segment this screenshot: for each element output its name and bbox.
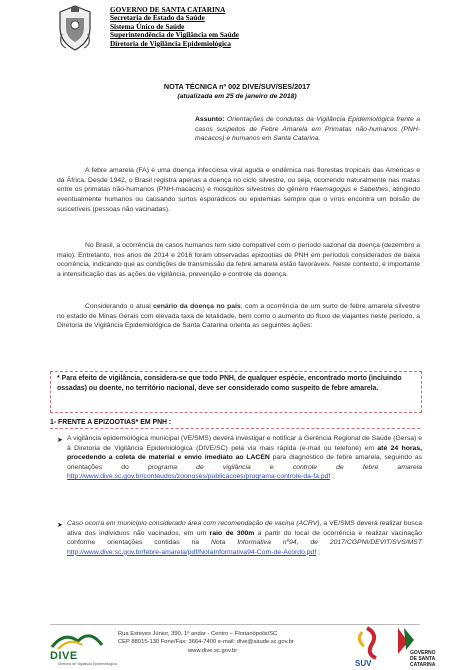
bullet-2-text-a: Caso ocorra em município considerado área com recomendação de vacina (ACRV) [67,520,320,527]
santa-catarina-coat-of-arms-icon [56,4,94,52]
paragraph-2-text: No Brasil, a ocorrência de casos humanos tem sido compatível com o período sazonal da doença (dezembro a maio). Entretanto, nos anos de 2014 e 2016 foram observadas epizootias de PNH em períodos considerados de baixa ocorrência, indicando que as condições de transmissão da febre amarela estão favoráveis. Neste contexto, é importante a intensificação das as ações de vigilância, prevenção e controle da doença. [57,242,420,279]
government-header [110,6,410,48]
bullet-2-text-b: , a VE/SMS deverá realizar busca ativa dos indivíduos não vacinados, em um [67,520,423,537]
header-line-3: Sistema Único de Saúde [110,21,185,31]
governo-sc-logo-icon [392,624,436,668]
suv-logo-text: SUV [355,659,372,668]
genus-sabethes: Sabethes [359,186,389,194]
paragraph-1-text-c: , atingindo eventualmente humanos ou causando surtos esporádicos ou epidemias sempre que o vírus encontra um bolsão de suscetíveis (pessoas não vacinadas). [57,186,420,213]
programa-controle-link[interactable]: http://www.dive.sc.gov.br/conteudos/zoonoses/publicacoes/programa-controle-da-fa.pdf [67,473,331,481]
paragraph-3-text-c: , com a ocorrência de um surto de febre amarela silvestre no estado de Minas Gerais com elevada taxa de letalidade, bem como o aumento do fluxo de viajantes neste período, a Diretoria de Vigilância Epidemiológica de Santa Catarina orienta as seguintes ações: [57,303,420,330]
bullet-1 [67,434,422,482]
section-1-title: 1- FRENTE A EPIZOOTIAS* EM PNH : [50,419,172,426]
suv-logo-icon [352,624,382,668]
bullet-1-text-c: para diagnóstico de febre amarela, seguindo as orientações do [67,454,422,471]
bullet-1-end: ; [330,473,334,481]
header-line-5: Diretoria de Vigilância Epidemiológica [110,38,231,48]
assunto-block [195,115,420,144]
header-line-1: GOVERNO DE SANTA CATARINA [110,5,226,14]
header-line-2: Secretaria de Estado da Saúde [110,13,205,23]
paragraph-3-emphasis: cenário da doença no país [153,303,241,310]
paragraph-3-text-a: Considerando o atual [85,303,154,310]
nota-informativa-link[interactable]: http://www.dive.sc.gov.br/febre-amarela/pdf/NotaInformativa94-Com-de-Acordo.pdf [67,548,317,556]
nota-tecnica-date: (atualizada em 25 de janeiro de 2018) [177,93,297,100]
dive-logo-text: DIVE [50,650,78,662]
paragraph-3 [57,302,420,331]
bullet-2-end: ; [316,548,320,556]
footer-address [118,630,328,655]
paragraph-1-text-b: e [351,186,360,194]
definition-box-text: * Para efeito de vigilância, considera-se que todo PNH, de qualquer espécie, encontrado morto (incluindo ossadas) ou doente, no território nacional, deve ser considerado como suspeito de febre amarela. [57,375,402,392]
section-divider [50,428,420,429]
footer-address-line-1: Rua Esteves Júnior, 390, 1º andar - Centro – Florianópolis/SC [118,631,278,637]
arrow-bullet-icon: ➤ [57,437,63,444]
bullet-1-text-a: A vigilância epidemiológica municipal (VE/SMS) deverá investigar e notificar a Gerência Regional de Saúde (Gersa) e à Diretoria de Vigilância Epidemiológica (DIVE/SC) pela via mais rápida (e-mail ou telefone) em [67,435,422,452]
nota-tecnica-title: NOTA TÉCNICA nº 002 DIVE/SUV/SES/2017 [163,82,311,91]
genus-haemagogus: Haemagogus [310,186,352,194]
gsc-text-1: GOVERNO [410,650,436,656]
bullet-2-emphasis: raio de 300m [209,529,255,537]
gsc-text-2: DE SANTA [410,656,436,662]
bullet-2 [67,519,422,557]
bullet-1-emphasis: até 24 horas, procedendo a coleta de material e envio imediato ao LACEN [67,444,422,462]
footer-website: www.dive.sc.gov.br [188,647,238,654]
header-line-4: Superintendência de Vigilância em Saúde [110,30,239,40]
bullet-1-program-title: programa de vigilância e controle de febre amarela [147,463,422,471]
paragraph-1 [57,166,420,215]
bullet-2-text-d: a partir do local de ocorrência e realizar vacinação conforme orientações contidas na [67,529,422,547]
gsc-text-3: CATARINA [410,662,436,668]
paragraph-2 [57,241,420,280]
paragraph-1-text-a: A febre amarela (FA) é uma doença infecciosa viral aguda e endêmica nas florestas tropicais das Américas e da África. Desde 1942, o Brasil registra apenas a doença no ciclo silvestre, ou seja, ocorrendo naturalmente nas matas entre os primatas não-humanos (PNH-macacos) e mosquitos silvestres do gênero [57,167,420,194]
bullet-2-nota-ref: Nota Informativa nº94, de 2017/CGPNI/DEVIT/SVS/MST [210,539,422,547]
assunto-label: Assunto: [195,116,225,123]
footer-address-line-2: CEP 88015-130 Fone/Fax: 3664-7400 e-mail: dive@saude.sc.gov.br [118,639,294,646]
arrow-bullet-icon: ➤ [57,522,63,529]
dive-logo-subtitle: Diretoria de Vigilância Epidemiológica [58,662,117,666]
assunto-text: Orientações de condutas da Vigilância Epidemiológica frente a casos suspeitos de Febre Amarela em Primatas não-humanos (PNH-macacos) e humanos em Santa Catarina. [195,116,421,143]
